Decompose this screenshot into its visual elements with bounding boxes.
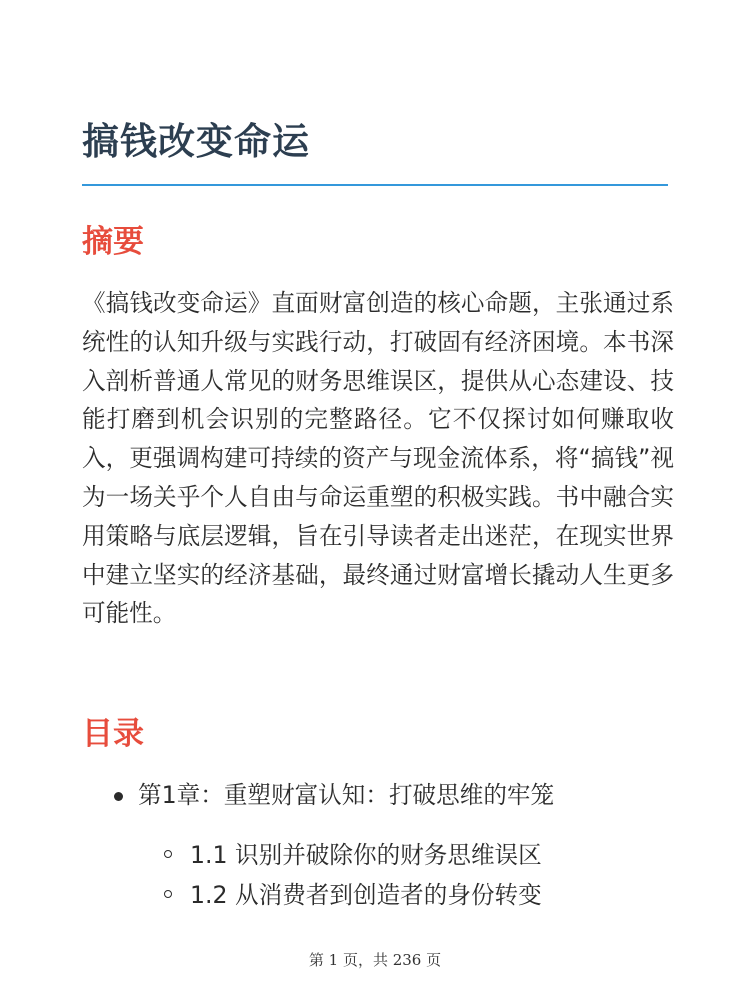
- abstract-heading: 摘要: [82, 224, 144, 260]
- page-footer: 第 1 页，共 236 页: [308, 951, 442, 969]
- abstract-paragraph: 《搞钱改变命运》直面财富创造的核心命题，主张通过系统性的认知升级与实践行动，打破固有经济困境。本书深入剖析普通人常见的财务思维误区，提供从心态建设、技能打磨到机会识别的完整路径。它不仅探讨如何赚取收入，更强调构建可持续的资产与现金流体系，将“搞钱”视为一场关乎个人自由与命运重塑的积极实践。书中融合实用策略与底层逻辑，旨在引导读者走出迷茫，在现实世界中建立坚实的经济基础，最终通过财富增长撬动人生更多可能性。: [82, 289, 674, 628]
- toc-section-label: 1.2 从消费者到创造者的身份转变: [190, 881, 542, 909]
- title-divider: [82, 184, 668, 186]
- bullet-circle-icon: [164, 850, 172, 858]
- toc-chapter-label: 第1章：重塑财富认知：打破思维的牢笼: [138, 781, 555, 809]
- toc-heading: 目录: [82, 716, 144, 752]
- toc-section-1-1[interactable]: [0, 835, 750, 875]
- bullet-circle-icon: [164, 890, 172, 898]
- document-title: 搞钱改变命运: [82, 120, 310, 163]
- toc-section-label: 1.1 识别并破除你的财务思维误区: [190, 841, 542, 869]
- bullet-dot-icon: [114, 792, 123, 801]
- toc-section-1-2[interactable]: [0, 875, 750, 915]
